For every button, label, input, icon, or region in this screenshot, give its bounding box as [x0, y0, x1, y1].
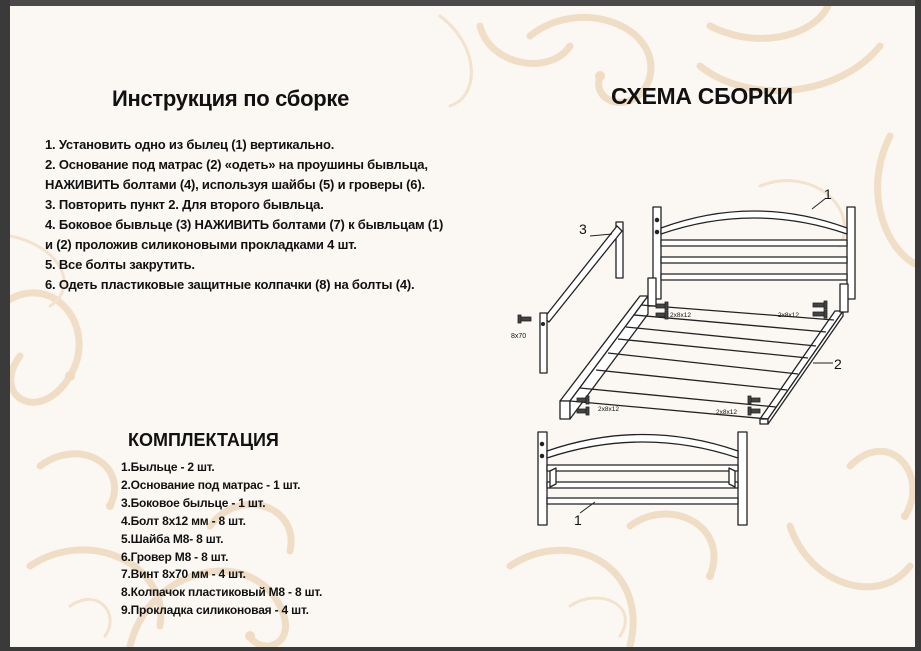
kit-item: 2.Основание под матрас - 1 шт.: [121, 477, 301, 492]
label-part-1-top: 1: [824, 186, 832, 202]
bolt-icon: [824, 310, 827, 318]
assembly-step: 2. Основание под матрас (2) «одеть» на проушины бывльца, НАЖИВИТЬ болтами (4), используя шайбы (5) и гроверы (6).: [45, 157, 428, 192]
bolt-icon: [824, 301, 827, 309]
bolt-icon: [750, 398, 760, 402]
kit-item: 7.Винт 8х70 мм - 4 шт.: [121, 567, 246, 582]
bolt-icon: [750, 409, 760, 413]
assembly-step: 4. Боковое бывльце (3) НАЖИВИТЬ болтами (7) к бывльцам (1) и (2) проложив силиконовыми прокладками 4 шт.: [45, 217, 444, 252]
bolt-icon: [656, 304, 666, 308]
bolt-icon: [665, 311, 668, 319]
label-bolt-a: 2х8х12: [670, 312, 691, 319]
assembly-step: 5. Все болты закрутить.: [45, 257, 195, 272]
assembly-step: 3. Повторить пункт 2. Для второго бывльца.: [45, 197, 324, 212]
bolt-icon: [577, 398, 587, 402]
assembly-instructions-title: Инструкция по сборке: [112, 86, 349, 111]
kit-item: 4.Болт 8х12 мм - 8 шт.: [121, 513, 246, 528]
kit-contents-title: КОМПЛЕКТАЦИЯ: [128, 430, 279, 450]
document-page: [10, 6, 915, 647]
bolt-icon: [518, 315, 521, 323]
kit-item: 5.Шайба М8- 8 шт.: [121, 531, 224, 546]
label-screw-8x70: 8х70: [511, 333, 527, 340]
bolt-icon: [577, 409, 587, 413]
label-bolt-c: 2х8х12: [598, 406, 619, 413]
viewer-frame-left: [0, 0, 10, 651]
bolt-icon: [813, 303, 825, 307]
assembly-steps-list: [45, 135, 445, 295]
kit-item: 9.Прокладка силиконовая - 4 шт.: [121, 603, 309, 618]
label-bolt-d: 2х8х12: [716, 409, 737, 416]
assembly-scheme-title: СХЕМА СБОРКИ: [611, 83, 793, 109]
assembly-step: 1. Установить одно из былец (1) вертикально.: [45, 137, 335, 152]
bolt-icon: [748, 396, 751, 404]
label-part-2: 2: [834, 356, 842, 372]
bolt-icon: [813, 312, 825, 316]
viewer-frame-bottom: [0, 647, 921, 651]
label-part-1-bottom: 1: [574, 512, 582, 528]
kit-item: 8.Колпачок пластиковый М8 - 8 шт.: [121, 585, 323, 600]
assembly-diagram: [500, 176, 900, 536]
bolt-icon: [586, 396, 589, 404]
bolt-icon: [748, 407, 751, 415]
kit-item: 1.Быльце - 2 шт.: [121, 460, 215, 474]
kit-contents-list: [121, 459, 322, 620]
kit-item: 6.Гровер М8 - 8 шт.: [121, 549, 229, 564]
label-part-3: 3: [579, 221, 587, 237]
label-bolt-b: 2х8х12: [778, 312, 799, 319]
headboard-part-1: [653, 207, 855, 299]
bolt-icon: [520, 317, 531, 321]
base-frame-part-2: [560, 278, 848, 424]
footboard-part-1: [538, 432, 747, 525]
assembly-step: 6. Одеть пластиковые защитные колпачки (8) на болты (4).: [45, 277, 415, 292]
bolt-icon: [665, 302, 668, 310]
viewer-frame-right: [915, 0, 921, 651]
bolt-icon: [586, 407, 589, 415]
kit-item: 3.Боковое быльце - 1 шт.: [121, 495, 266, 510]
bolt-icon: [656, 313, 666, 317]
